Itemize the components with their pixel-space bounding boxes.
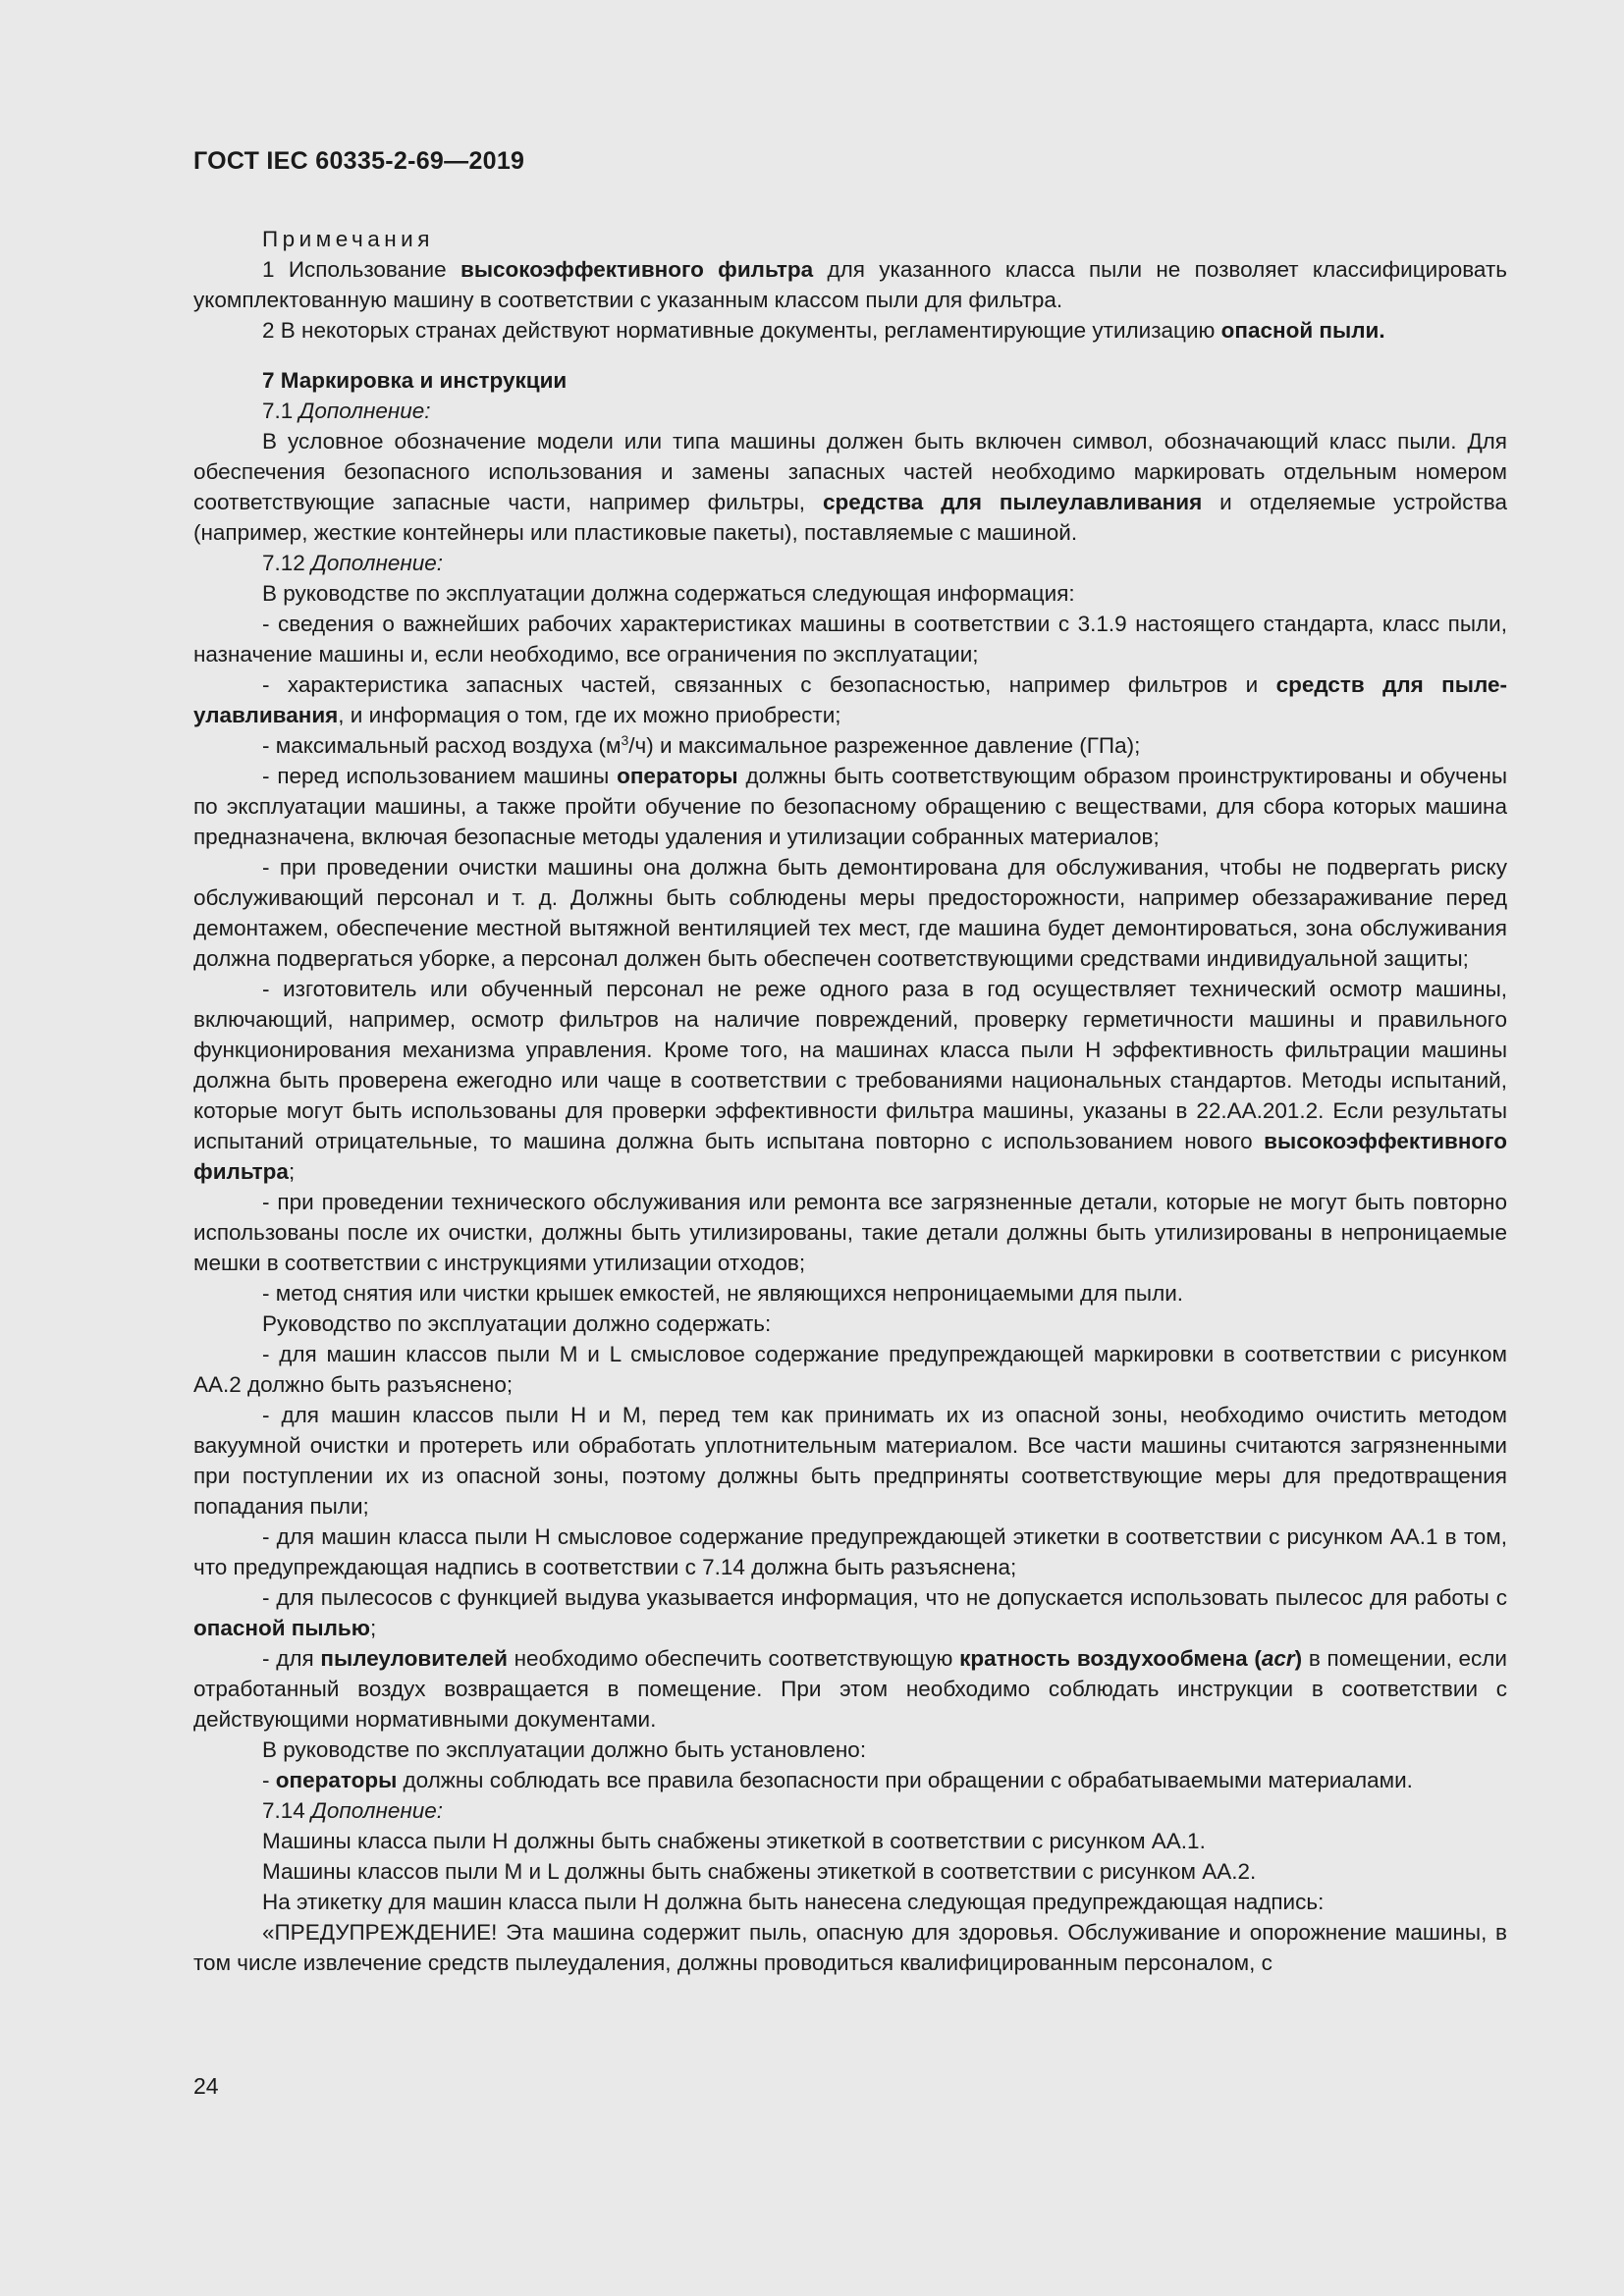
paragraph: - максимальный расход воздуха $(м^3/ч)$ и максимальное разреженное давление (ГПа); — [262, 732, 1141, 758]
paragraph: - для пылесосов с функцией выдува указывается информация, что не допускается использовать пылесос для работы с опасной пылью; — [193, 1585, 1507, 1640]
paragraph: 7.12 Дополнение: — [262, 551, 444, 575]
paragraph: На этикетку для машин класса пыли Н должна быть нанесена следующая предупреждающая надпись: — [262, 1890, 1325, 1914]
note-1: 1 Использование высокоэффективного фильтра для указанного класса пыли не позволяет классифицировать укомплектованную машину в соответствии с указанным классом пыли для фильтра. — [193, 257, 1507, 312]
paragraph: - при проведении технического обслуживания или ремонта все загрязненные детали, которые не могут быть повторно использованы после их очистки, должны быть утилизированы, такие детали должны быть утилизированы в непроницаемые мешки в соответствии с инструкциями утилизации отходов; — [193, 1190, 1507, 1275]
paragraph: - для машин классов пыли М и L смысловое содержание предупреждающей маркировки в соответствии с рисунком АА.2 должно быть разъяснено; — [193, 1342, 1507, 1397]
paragraph: - изготовитель или обученный персонал не реже одного раза в год осуществляет технический осмотр машины, включающий, например, осмотр фильтров на наличие повреждений, проверку герметичности машины и правильного функционирования механизма управления. Кроме того, на машинах класса пыли Н эффективность фильтрации машины должна быть проверена ежегодно или чаще в соответствии с требованиями национальных стандартов. Методы испытаний, которые могут быть использованы для проверки эффективности фильтра машины, указаны в 22.АА.201.2. Если результаты испытаний отрицательные, то машина должна быть испытана повторно с использованием нового высокоэффективного фильтра; — [193, 977, 1507, 1184]
section-title: 7 Маркировка и инструкции — [262, 368, 568, 393]
paragraph: - метод снятия или чистки крышек емкостей, не являющихся непроницаемыми для пыли. — [262, 1281, 1184, 1306]
paragraph: Машины классов пыли М и L должны быть снабжены этикеткой в соответствии с рисунком АА.2. — [262, 1859, 1257, 1884]
paragraph: В условное обозначение модели или типа машины должен быть включен символ, обозначающий класс пыли. Для обеспечения безопасного использования и замены запасных частей необходимо маркировать отдельным номером соответствующие запасные части, например фильтры, средства для пылеулавливания и отделяемые устройства (например, жесткие контейнеры или пластиковые пакеты), поставляемые с машиной. — [193, 429, 1507, 545]
paragraph: В руководстве по эксплуатации должно быть установлено: — [262, 1737, 867, 1762]
paragraph: Машины класса пыли Н должны быть снабжены этикеткой в соответствии с рисунком АА.1. — [262, 1829, 1206, 1853]
paragraph: - для машин класса пыли Н смысловое содержание предупреждающей этикетки в соответствии с рисунком АА.1 в том, что предупреждающая надпись в соответствии с 7.14 должна быть разъяснена; — [193, 1524, 1507, 1579]
paragraph-list — [193, 396, 1507, 1978]
document-header: ГОСТ IEC 60335-2-69—2019 — [193, 147, 525, 175]
paragraph: 7.1 Дополнение: — [262, 399, 431, 423]
paragraph: - для пылеуловителей необходимо обеспечить соответствующую кратность воздухообмена (acr) в помещении, если отработанный воздух возвращается в помещение. При этом необходимо соблюдать инструкции в соответствии с действующими нормативными документами. — [193, 1646, 1508, 1732]
paragraph: В руководстве по эксплуатации должна содержаться следующая информация: — [262, 581, 1075, 606]
paragraph: - перед использованием машины операторы должны быть соответствующим образом проинструктированы и обучены по эксплуатации машины, а также пройти обучение по безопасному обращению с веществами, для сбора которых машина предназначена, включая безопасные методы удаления и утилизации собранных материалов; — [193, 764, 1507, 849]
paragraph: - операторы должны соблюдать все правила безопасности при обращении с обрабатываемыми материалами. — [262, 1768, 1413, 1792]
paragraph: 7.14 Дополнение: — [262, 1798, 444, 1823]
paragraph: - характеристика запасных частей, связанных с безопасностью, например фильтров и средств для пылеулавливания, и информация о том, где их можно приобрести; — [193, 672, 1507, 727]
note-2: 2 В некоторых странах действуют нормативные документы, регламентирующие утилизацию опасной пыли. — [262, 318, 1385, 343]
page-number: 24 — [193, 2073, 219, 2099]
document-body — [193, 224, 1507, 1978]
paragraph: «ПРЕДУПРЕЖДЕНИЕ! Эта машина содержит пыль, опасную для здоровья. Обслуживание и опорожнение машины, в том числе извлечение средств пылеудаления, должны проводиться квалифицированным персоналом, с — [193, 1920, 1507, 1975]
paragraph: - при проведении очистки машины она должна быть демонтирована для обслуживания, чтобы не подвергать риску обслуживающий персонал и т. д. Должны быть соблюдены меры предосторожности, например обеззараживание перед демонтажем, обеспечение местной вытяжной вентиляцией тех мест, где машина будет демонтироваться, зона обслуживания должна подвергаться уборке, а персонал должен быть обеспечен соответствующими средствами индивидуальной защиты; — [193, 855, 1507, 971]
paragraph: Руководство по эксплуатации должно содержать: — [262, 1311, 772, 1336]
notes-title: Примечания — [262, 227, 434, 251]
paragraph: - сведения о важнейших рабочих характеристиках машины в соответствии с 3.1.9 настоящего стандарта, класс пыли, назначение машины и, если необходимо, все ограничения по эксплуатации; — [193, 612, 1507, 667]
paragraph: - для машин классов пыли Н и М, перед тем как принимать их из опасной зоны, необходимо очистить методом вакуумной очистки и протереть или обработать уплотнительным материалом. Все части машины считаются загрязненными при поступлении их из опасной зоны, поэтому должны быть предприняты соответствующие меры для предотвращения попадания пыли; — [193, 1403, 1507, 1519]
